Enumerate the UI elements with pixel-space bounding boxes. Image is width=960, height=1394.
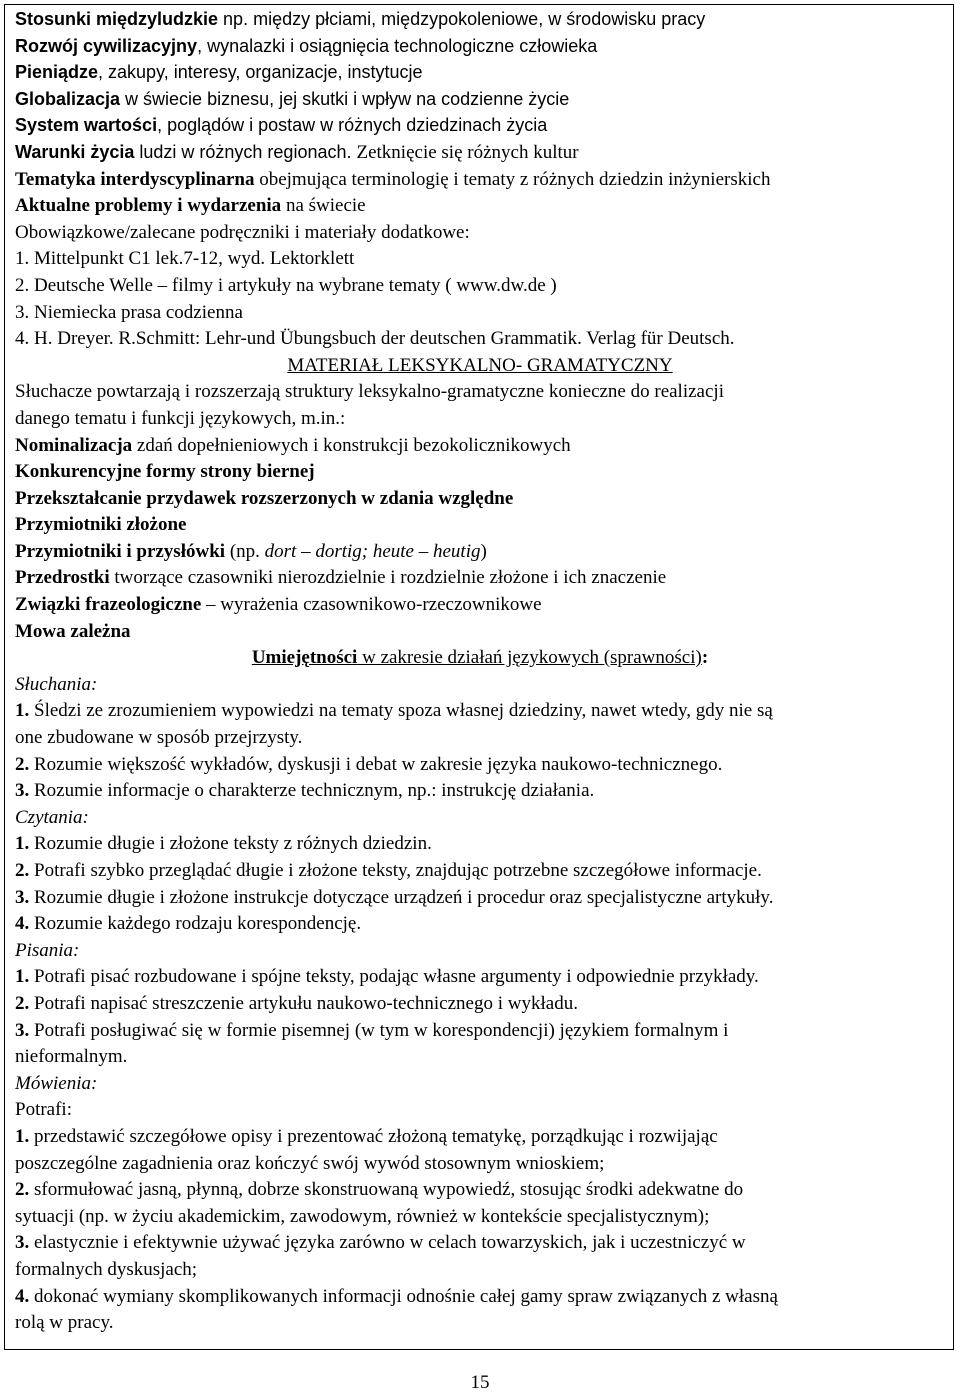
speaking-line bbox=[15, 1204, 945, 1231]
topic-text: w świecie biznesu, jej skutki i wpływ na codzienne życie bbox=[120, 88, 570, 109]
speaking-line bbox=[15, 1257, 945, 1284]
speaking-line bbox=[15, 1177, 945, 1204]
grammar-item bbox=[15, 565, 945, 592]
item-number: 2. bbox=[15, 992, 30, 1014]
topic-bold: Stosunki międzyludzkie bbox=[15, 9, 219, 29]
material-item: 1. Mittelpunkt C1 lek.7-12, wyd. Lektorklett bbox=[15, 248, 355, 270]
listening-line bbox=[15, 698, 945, 725]
speaking-line bbox=[15, 1124, 945, 1151]
item-number: 3. bbox=[15, 780, 30, 802]
grammar-item-italic: dort – dortig; heute – heutig bbox=[264, 540, 481, 562]
materials-heading: Obowiązkowe/zalecane podręczniki i materiały dodatkowe: bbox=[15, 221, 470, 243]
grammar-item-text: zdań dopełnieniowych i konstrukcji bezokolicznikowych bbox=[132, 434, 571, 456]
grammar-item-tail: ) bbox=[480, 540, 487, 562]
writing-label: Pisania: bbox=[15, 939, 80, 961]
writing-line bbox=[15, 991, 945, 1018]
item-text: Rozumie większość wykładów, dyskusji i debat w zakresie języka naukowo-technicznego. bbox=[29, 753, 723, 775]
page-number: 15 bbox=[470, 1372, 490, 1393]
grammar-item-bold: Przekształcanie przydawek rozszerzonych w zdania względne bbox=[15, 487, 514, 509]
item-text: Śledzi ze zrozumieniem wypowiedzi na tematy spoza własnej dziedziny, nawet wtedy, gdy nie są bbox=[29, 700, 773, 722]
speaking-line bbox=[15, 1230, 945, 1257]
item-number: 2. bbox=[15, 860, 30, 881]
grammar-item bbox=[15, 539, 945, 566]
grammar-item-bold: Mowa zależna bbox=[15, 620, 131, 642]
item-number: 2. bbox=[15, 753, 30, 775]
item-text: sytuacji (np. w życiu akademickim, zawodowym, również w kontekście specjalistycznym); bbox=[15, 1205, 710, 1227]
topic-line bbox=[15, 112, 945, 139]
topic-bold: Globalizacja bbox=[15, 88, 121, 109]
material-item: 2. Deutsche Welle – filmy i artykuły na wybrane tematy ( www.dw.de ) bbox=[15, 274, 557, 296]
item-text: Potrafi napisać streszczenie artykułu naukowo-technicznego i wykładu. bbox=[29, 992, 578, 1014]
listening-line bbox=[15, 752, 945, 779]
grammar-item bbox=[15, 592, 945, 619]
topic-text: , zakupy, interesy, organizacje, instytucje bbox=[98, 62, 423, 83]
skills-title-bold: Umiejętności bbox=[251, 647, 358, 669]
reading-line bbox=[15, 911, 945, 938]
speaking-line bbox=[15, 1310, 945, 1337]
grammar-intro: danego tematu i funkcji językowych, m.in.: bbox=[15, 407, 346, 429]
item-text: formalnych dyskusjach; bbox=[15, 1258, 198, 1280]
item-text: nieformalnym. bbox=[15, 1046, 128, 1068]
skills-title-underlined bbox=[252, 647, 702, 668]
grammar-item bbox=[15, 433, 945, 460]
topic-text: , poglądów i postaw w różnych dziedzinach życia bbox=[157, 115, 548, 136]
skills-title bbox=[15, 645, 945, 672]
item-text: dokonać wymiany skomplikowanych informacji odnośnie całej gamy spraw związanych z własną bbox=[29, 1285, 778, 1307]
writing-line bbox=[15, 964, 945, 991]
topic-text: na świecie bbox=[281, 195, 366, 217]
item-text: one zbudowane w sposób przejrzysty. bbox=[15, 727, 303, 749]
listening-line bbox=[15, 778, 945, 805]
grammar-item bbox=[15, 512, 945, 539]
grammar-item-bold: Przymiotniki i przysłówki bbox=[15, 540, 226, 562]
topic-tail: Zetknięcie się różnych kultur bbox=[356, 141, 579, 163]
item-text: Potrafi szybko przeglądać długie i złożone teksty, znajdując potrzebne szczegółowe informacje. bbox=[29, 860, 762, 881]
item-number: 4. bbox=[15, 1285, 30, 1307]
topic-text: np. między płciami, międzypokoleniowe, w środowisku pracy bbox=[218, 9, 706, 29]
grammar-item-text: tworzące czasowniki nierozdzielnie i rozdzielnie złożone i ich znaczenie bbox=[109, 567, 667, 589]
item-text: sformułować jasną, płynną, dobrze skonstruowaną wypowiedź, stosując środki adekwatne do bbox=[29, 1179, 744, 1201]
writing-line bbox=[15, 1018, 945, 1045]
item-number: 1. bbox=[15, 1125, 30, 1147]
item-number: 1. bbox=[15, 700, 30, 722]
grammar-item-bold: Konkurencyjne formy strony biernej bbox=[15, 461, 315, 483]
item-text: rolą w pracy. bbox=[15, 1312, 114, 1334]
listening-line bbox=[15, 725, 945, 752]
item-text: poszczególne zagadnienia oraz kończyć swój wywód stosownym wnioskiem; bbox=[15, 1152, 605, 1174]
topic-line bbox=[15, 33, 945, 60]
grammar-item-bold: Związki frazeologiczne bbox=[15, 594, 202, 616]
item-number: 3. bbox=[15, 1019, 30, 1041]
item-text: Potrafi posługiwać się w formie pisemnej (w tym w korespondencji) językiem formalnym i bbox=[29, 1019, 729, 1041]
grammar-item-bold: Nominalizacja bbox=[15, 434, 133, 456]
reading-label: Czytania: bbox=[15, 806, 89, 828]
item-text: przedstawić szczegółowe opisy i prezentować złożoną tematykę, porządkując i rozwijając bbox=[29, 1125, 718, 1147]
topic-bold: Rozwój cywilizacyjny bbox=[15, 35, 198, 56]
speaking-line bbox=[15, 1151, 945, 1178]
topic-line bbox=[15, 6, 945, 33]
item-text: elastycznie i efektywnie używać języka zarówno w celach towarzyskich, jak i uczestniczyć w bbox=[29, 1232, 746, 1254]
grammar-item bbox=[15, 486, 945, 513]
item-number: 1. bbox=[15, 833, 30, 855]
speaking-label: Mówienia: bbox=[15, 1072, 98, 1094]
grammar-title: MATERIAŁ LEKSYKALNO- GRAMATYCZNY bbox=[287, 354, 673, 376]
topic-bold: Warunki życia bbox=[15, 141, 135, 162]
material-item: 3. Niemiecka prasa codzienna bbox=[15, 301, 243, 323]
skills-title-rest: w zakresie działań językowych (sprawności) bbox=[357, 647, 702, 669]
grammar-item-text: (np. bbox=[225, 540, 265, 562]
topic-text: ludzi w różnych regionach. bbox=[134, 141, 357, 162]
topic-line bbox=[15, 59, 945, 86]
speaking-line bbox=[15, 1284, 945, 1311]
item-number: 1. bbox=[15, 966, 30, 988]
listening-label: Słuchania: bbox=[15, 673, 98, 695]
item-number: 3. bbox=[15, 1232, 30, 1254]
reading-line bbox=[15, 885, 945, 912]
topic-line bbox=[15, 139, 945, 167]
topic-line bbox=[15, 86, 945, 113]
grammar-item bbox=[15, 619, 945, 646]
skills-title-colon: : bbox=[701, 647, 709, 669]
topic-text: obejmująca terminologię i tematy z różnych dziedzin inżynierskich bbox=[254, 168, 771, 190]
grammar-intro: Słuchacze powtarzają i rozszerzają struktury leksykalno-gramatyczne konieczne do realizacji bbox=[15, 381, 724, 403]
topic-text: , wynalazki i osiągnięcia technologiczne człowieka bbox=[197, 35, 598, 56]
grammar-item-text: – wyrażenia czasownikowo-rzeczownikowe bbox=[201, 594, 542, 616]
item-number: 2. bbox=[15, 1179, 30, 1201]
grammar-item bbox=[15, 459, 945, 486]
topic-bold: Pieniądze bbox=[15, 62, 99, 83]
topic-line bbox=[15, 193, 945, 220]
topic-bold: Tematyka interdyscyplinarna bbox=[15, 168, 255, 190]
item-number: 3. bbox=[15, 886, 30, 908]
reading-line bbox=[15, 858, 945, 885]
topic-line bbox=[15, 167, 945, 194]
item-text: Rozumie długie i złożone instrukcje dotyczące urządzeń i procedur oraz specjalistyczne artykuły. bbox=[29, 886, 774, 908]
item-number: 4. bbox=[15, 913, 30, 935]
item-text: Rozumie każdego rodzaju korespondencję. bbox=[29, 913, 362, 935]
document-body bbox=[15, 6, 945, 1337]
writing-line bbox=[15, 1044, 945, 1071]
reading-line bbox=[15, 831, 945, 858]
topic-bold: System wartości bbox=[15, 115, 158, 136]
grammar-item-bold: Przymiotniki złożone bbox=[15, 514, 187, 536]
speaking-intro: Potrafi: bbox=[15, 1099, 72, 1121]
topic-bold: Aktualne problemy i wydarzenia bbox=[15, 195, 282, 217]
grammar-item-bold: Przedrostki bbox=[15, 567, 110, 589]
item-text: Potrafi pisać rozbudowane i spójne teksty, podając własne argumenty i odpowiednie przykłady. bbox=[29, 966, 759, 988]
material-item: 4. H. Dreyer. R.Schmitt: Lehr-und Übungsbuch der deutschen Grammatik. Verlag für Deutsch. bbox=[15, 328, 735, 350]
item-text: Rozumie informacje o charakterze technicznym, np.: instrukcję działania. bbox=[29, 780, 595, 802]
item-text: Rozumie długie i złożone teksty z różnych dziedzin. bbox=[29, 833, 432, 855]
